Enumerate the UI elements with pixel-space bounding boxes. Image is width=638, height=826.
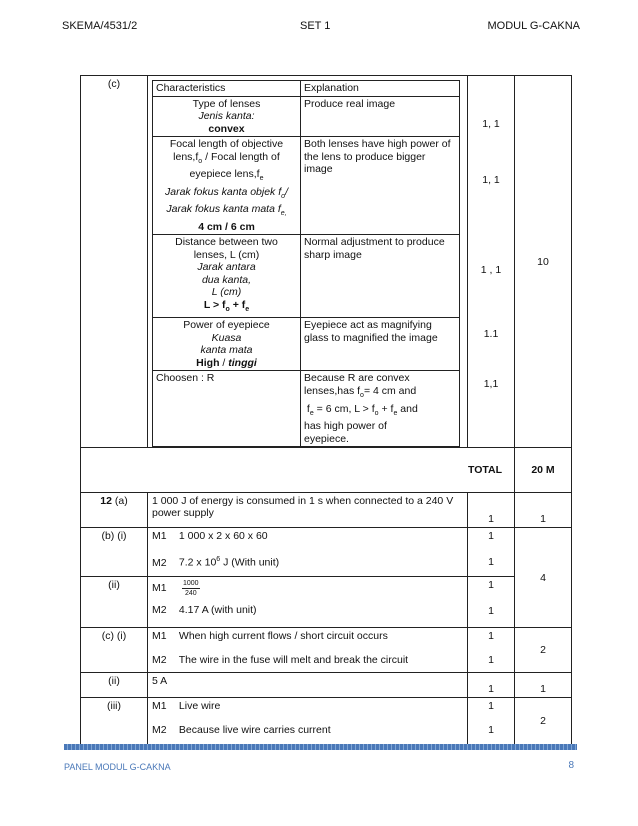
q12b-total: 4 [515,528,572,628]
text: When high current flows / short circuit occurs [178,630,388,643]
text: Because R are convex [304,372,410,385]
text: kanta mata [200,344,253,357]
denominator: 240 [184,590,197,598]
mark: 1 [488,556,494,569]
q12ciii-marks [468,698,515,745]
text: = 4 cm and [363,384,417,397]
subscript: e [259,175,264,183]
marking-table [80,75,572,745]
mark: 1 [488,605,494,618]
text: / Focal length of [202,150,280,163]
subscript: e [309,409,314,417]
q12bii-label: (ii) [81,577,148,628]
text: tinggi [228,356,257,369]
q12ci-answer [148,628,468,673]
q12a-mark: 1 [468,493,515,528]
section-c-content [148,76,468,448]
text: M2 [152,724,167,737]
characteristics-table [152,80,460,447]
subscript: e [245,305,250,313]
explanation-cell: Normal adjustment to produce sharp image [301,235,460,318]
text: lens,f [173,150,199,163]
subscript: e, [280,210,287,218]
text: dua kanta, [201,273,252,286]
fraction [182,579,200,598]
subscript: o [225,305,230,313]
text: has high power of [304,420,387,433]
mark: 1,1 [483,378,499,390]
text: M1 [152,530,167,543]
characteristic-cell [153,137,301,235]
section-c-row [81,76,572,448]
characteristic-row [153,235,460,318]
subscript: o [360,392,364,400]
mark: 1 [488,630,494,643]
text: Jarak fokus kanta objek f [165,185,282,198]
q12bi-label: (b) (i) [81,528,148,577]
characteristic-row [153,371,460,447]
text: eyepiece lens,f [189,168,260,181]
text: Type of lenses [192,97,261,110]
characteristic-row [153,137,460,235]
header-right: MODUL G-CAKNA [487,20,580,32]
q12cii-label: (ii) [81,673,148,698]
q12ci-row [81,628,572,673]
q12a-row [81,493,572,528]
explanation-cell: Both lenses have high power of the lens to produce bigger image [301,137,460,235]
text: Jarak antara [197,261,256,274]
text: Distance between two [175,236,278,249]
q12bii-marks [468,577,515,628]
q12ciii-total: 2 [515,698,572,745]
text: M1 [152,582,167,595]
subscript: o [281,192,286,200]
text: + f [378,402,394,415]
characteristic-cell [153,235,301,318]
q12a-label [81,493,148,528]
q12a-answer: 1 000 J of energy is consumed in 1 s when connected to a 240 V power supply [148,493,468,528]
mark: 1 [488,579,494,592]
mark: 1, 1 [482,118,500,130]
characteristic-cell [153,318,301,371]
q12cii-total: 1 [515,673,572,698]
characteristic-cell: Choosen : R [153,371,301,447]
characteristics-header-row [153,81,460,97]
text: M1 [152,630,167,643]
text: + f [229,298,246,311]
col-characteristics: Characteristics [153,81,301,97]
text: The wire in the fuse will melt and break the circuit [178,654,409,667]
text: and [397,402,418,415]
text: L > f [203,298,226,311]
text: convex [208,122,245,135]
text: Live wire [178,700,221,713]
section-c-marks [468,76,515,448]
q12bi-marks [468,528,515,577]
q12bii-row [81,577,572,628]
text: (a) [114,495,128,508]
q12ci-marks [468,628,515,673]
q12ciii-answer [148,698,468,745]
section-c-label: (c) [81,76,148,448]
mark: 1 [488,530,494,543]
text: M2 [152,604,167,617]
text: L (cm) [211,286,242,299]
q12cii-mark: 1 [468,673,515,698]
text: Jarak fokus kanta mata f [166,203,281,216]
text: Kuasa [211,331,242,344]
footer-divider [64,744,577,750]
q12bii-answer [148,577,468,628]
mark: 1 , 1 [480,264,502,276]
page-number: 8 [568,760,574,771]
text: lenses, L (cm) [193,248,260,261]
text: M2 [152,556,167,569]
numerator: 1000 [183,580,199,588]
mark: 1 [488,724,494,737]
q12cii-answer: 5 A [148,673,468,698]
header-left: SKEMA/4531/2 [62,20,138,32]
explanation-cell [301,371,460,447]
text: 7.2 x 10 [178,556,217,569]
text: / [219,356,229,369]
text: M1 [152,700,167,713]
mark: 1, 1 [482,174,500,186]
mark: 1.1 [483,328,499,340]
total-label: TOTAL [81,448,515,493]
explanation-cell: Produce real image [301,96,460,137]
text: 4 cm / 6 cm [198,220,255,233]
text: M2 [152,654,167,667]
characteristic-row [153,96,460,137]
q12a-total: 1 [515,493,572,528]
marking-scheme [80,75,571,737]
text: eyepiece. [304,432,349,445]
q12ciii-row [81,698,572,745]
col-explanation: Explanation [301,81,460,97]
total-value: 20 M [515,448,572,493]
total-row [81,448,572,493]
question-number: 12 [100,495,112,508]
characteristic-cell [153,96,301,137]
subscript: o [198,157,203,165]
q12bi-row [81,528,572,577]
text: Because live wire carries current [178,724,331,737]
mark: 1 [488,700,494,713]
text: Focal length of objective [169,138,284,150]
footer-left: PANEL MODUL G-CAKNA [64,762,171,772]
text: Jenis kanta: [198,110,255,122]
q12ciii-label: (iii) [81,698,148,745]
q12cii-row [81,673,572,698]
subscript: o [374,409,379,417]
explanation-cell: Eyepiece act as magnifying glass to magnified the image [301,318,460,371]
text: Power of eyepiece [183,319,270,332]
section-c-total: 10 [515,76,572,448]
q12ci-total: 2 [515,628,572,673]
text: 4.17 A (with unit) [178,604,257,617]
mark: 1 [488,654,494,667]
header-center: SET 1 [300,20,331,32]
q12bi-answer [148,528,468,577]
subscript: e [393,409,398,417]
text: f [306,402,310,415]
superscript: 6 [216,556,221,564]
characteristic-row [153,318,460,371]
q12ci-label: (c) (i) [81,628,148,673]
text: J (With unit) [220,556,280,569]
text: = 6 cm, L > f [313,402,375,415]
text: lenses,has f [304,384,361,397]
text: / [285,185,288,198]
text: High [196,356,220,369]
text: 1 000 x 2 x 60 x 60 [178,530,268,543]
